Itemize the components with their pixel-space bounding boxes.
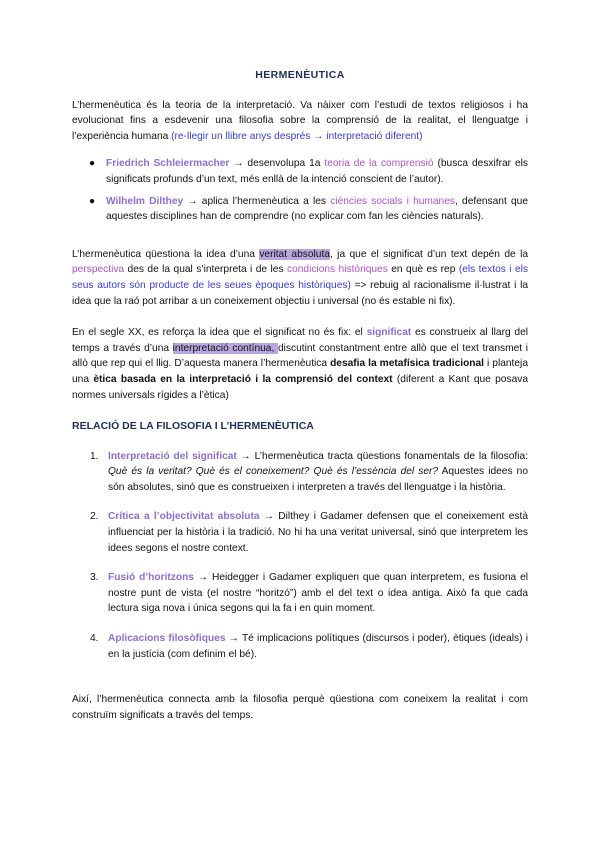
item-heading: Crítica a l’objectivitat absoluta: [108, 511, 260, 523]
document-page: [72, 62, 528, 723]
item-heading: Aplicacions filosòfiques: [108, 633, 226, 645]
spacer: [72, 403, 528, 419]
bullet-rest: (busca desxifrar els significats profunds d’un text, més enllà de la intenció conscient de l’autor).: [106, 158, 528, 185]
text-run: discutint constantment entre allò que el text transmet i allò que rep qui el llig. D’aquesta manera l’hermenèutica: [72, 342, 528, 370]
text-run: (diferent a Kant que posava normes universals rígides a l’ètica): [72, 373, 528, 401]
text-run: => rebuig al racionalisme il·lustrat i la idea que la raó pot arribar a un coneixement objectiu i universal (no és estable ni fix).: [72, 279, 528, 307]
text-run: i planteja una: [72, 358, 528, 385]
list-item: [72, 631, 528, 662]
conclusion-paragraph: Així, l’hermenèutica connecta amb la filosofia perquè qüestiona com coneixem la realitat i com construïm significats a través del temps.: [72, 694, 528, 721]
text-run: des de la qual s’interpreta i de les: [124, 264, 287, 276]
bold-phrase: ètica basada en la interpretació i la comprensió del context: [93, 373, 393, 385]
list-item: [72, 449, 528, 496]
numbered-list: [72, 449, 528, 663]
item-text: → Té implicacions polítiques (discursos i poder), ètiques (ideals) i en la justícia (com definim el bé).: [108, 633, 528, 660]
highlight-continuous-interpretation: interpretació contínua,: [172, 342, 278, 354]
bold-phrase: desafia la metafísica tradicional: [330, 358, 485, 370]
perspectiva-term: perspectiva: [72, 264, 125, 276]
bullet-list: [72, 156, 528, 224]
paragraph-truth: [72, 247, 528, 309]
list-item: [72, 194, 528, 225]
bullet-icon: ●: [89, 195, 96, 207]
spacer: [72, 231, 528, 247]
text-run: En el segle XX, es reforça la idea que el significat no és fix: el: [72, 327, 367, 339]
item-text: → Dilthey i Gadamer defensen que el coneixement està influenciat per la història i la tradició. No hi ha una veritat universal, sinó que interpretem les idees segons el nostre context.: [108, 511, 528, 554]
item-number: 3.: [90, 572, 99, 584]
item-heading: Fusió d’horitzons: [108, 572, 194, 584]
text-run: en què es rep: [387, 264, 459, 276]
text-run: , ja que el significat d’un text depén de la: [329, 248, 529, 260]
text-run: es construeix al llarg del temps a través d’una: [72, 327, 528, 354]
list-item: [72, 156, 528, 187]
intro-paragraph: [72, 98, 528, 145]
item-text: → L’hermenèutica tracta qüestions fonamentals de la filosofia:: [236, 450, 528, 462]
item-heading: Interpretació del significat: [108, 450, 237, 462]
item-text: → Heidegger i Gadamer expliquen que quan interpretem, es fusiona el nostre punt de vista (el nostre “horitzó”) amb el del text o idea antiga. Això fa que cada lectura siga nova i única segons qui la fa i en quin moment.: [108, 572, 529, 615]
intro-text: L’hermenèutica és la teoria de la interpretació. Va nàixer com l’estudi de textos religiosos i ha evolucionat fins a esdevenir una filosofia sobre la comprensió de la realitat, el llenguatge i l’experiència humana: [72, 99, 528, 142]
highlight-absolute-truth: veritat absoluta: [259, 248, 330, 260]
list-item: [72, 570, 528, 617]
paragraph-20th-century: [72, 325, 528, 403]
spacer: [72, 309, 528, 325]
text-run: L’hermenèutica qüestiona la idea d’una: [72, 248, 260, 260]
historical-note: (els textos i els seus autors són producte de les seues èpoques històriques): [72, 264, 529, 291]
bullet-text: → aplica l’hermenèutica a les: [183, 195, 331, 207]
bullet-concept: teoria de la comprensió: [324, 158, 434, 170]
item-number: 4.: [90, 633, 99, 645]
bullet-name: Wilhelm Dilthey: [106, 195, 184, 207]
item-number: 1.: [90, 450, 99, 462]
section-title: RELACIÓ DE LA FILOSOFIA I L’HERMENÈUTICA: [72, 420, 314, 433]
bullet-rest: , defensant que aquestes disciplines han de comprendre (no explicar com fan les ciències naturals).: [106, 195, 529, 223]
item-italic: Què és la veritat? Què és el coneixement? Què és l’essència del ser?: [108, 466, 439, 478]
significat-term: significat: [366, 327, 412, 339]
page-title: HERMENÈUTICA: [255, 69, 345, 81]
spacer: [72, 676, 528, 692]
bullet-concept: ciències socials i humanes: [330, 195, 455, 207]
list-item: [72, 509, 528, 556]
bullet-text: → desenvolupa 1a: [229, 158, 325, 170]
historical-conditions-term: condicions històriques: [286, 264, 388, 276]
intro-note: (re-llegir un llibre anys després → interpretació diferent): [171, 130, 423, 142]
bullet-name: Friedrich Schleiermacher: [106, 158, 230, 170]
item-number: 2.: [90, 511, 99, 523]
item-text: Aquestes idees no són absolutes, sinó que es construeixen i interpreten a través del llenguatge i la història.: [108, 466, 528, 493]
bullet-icon: ●: [89, 158, 96, 170]
